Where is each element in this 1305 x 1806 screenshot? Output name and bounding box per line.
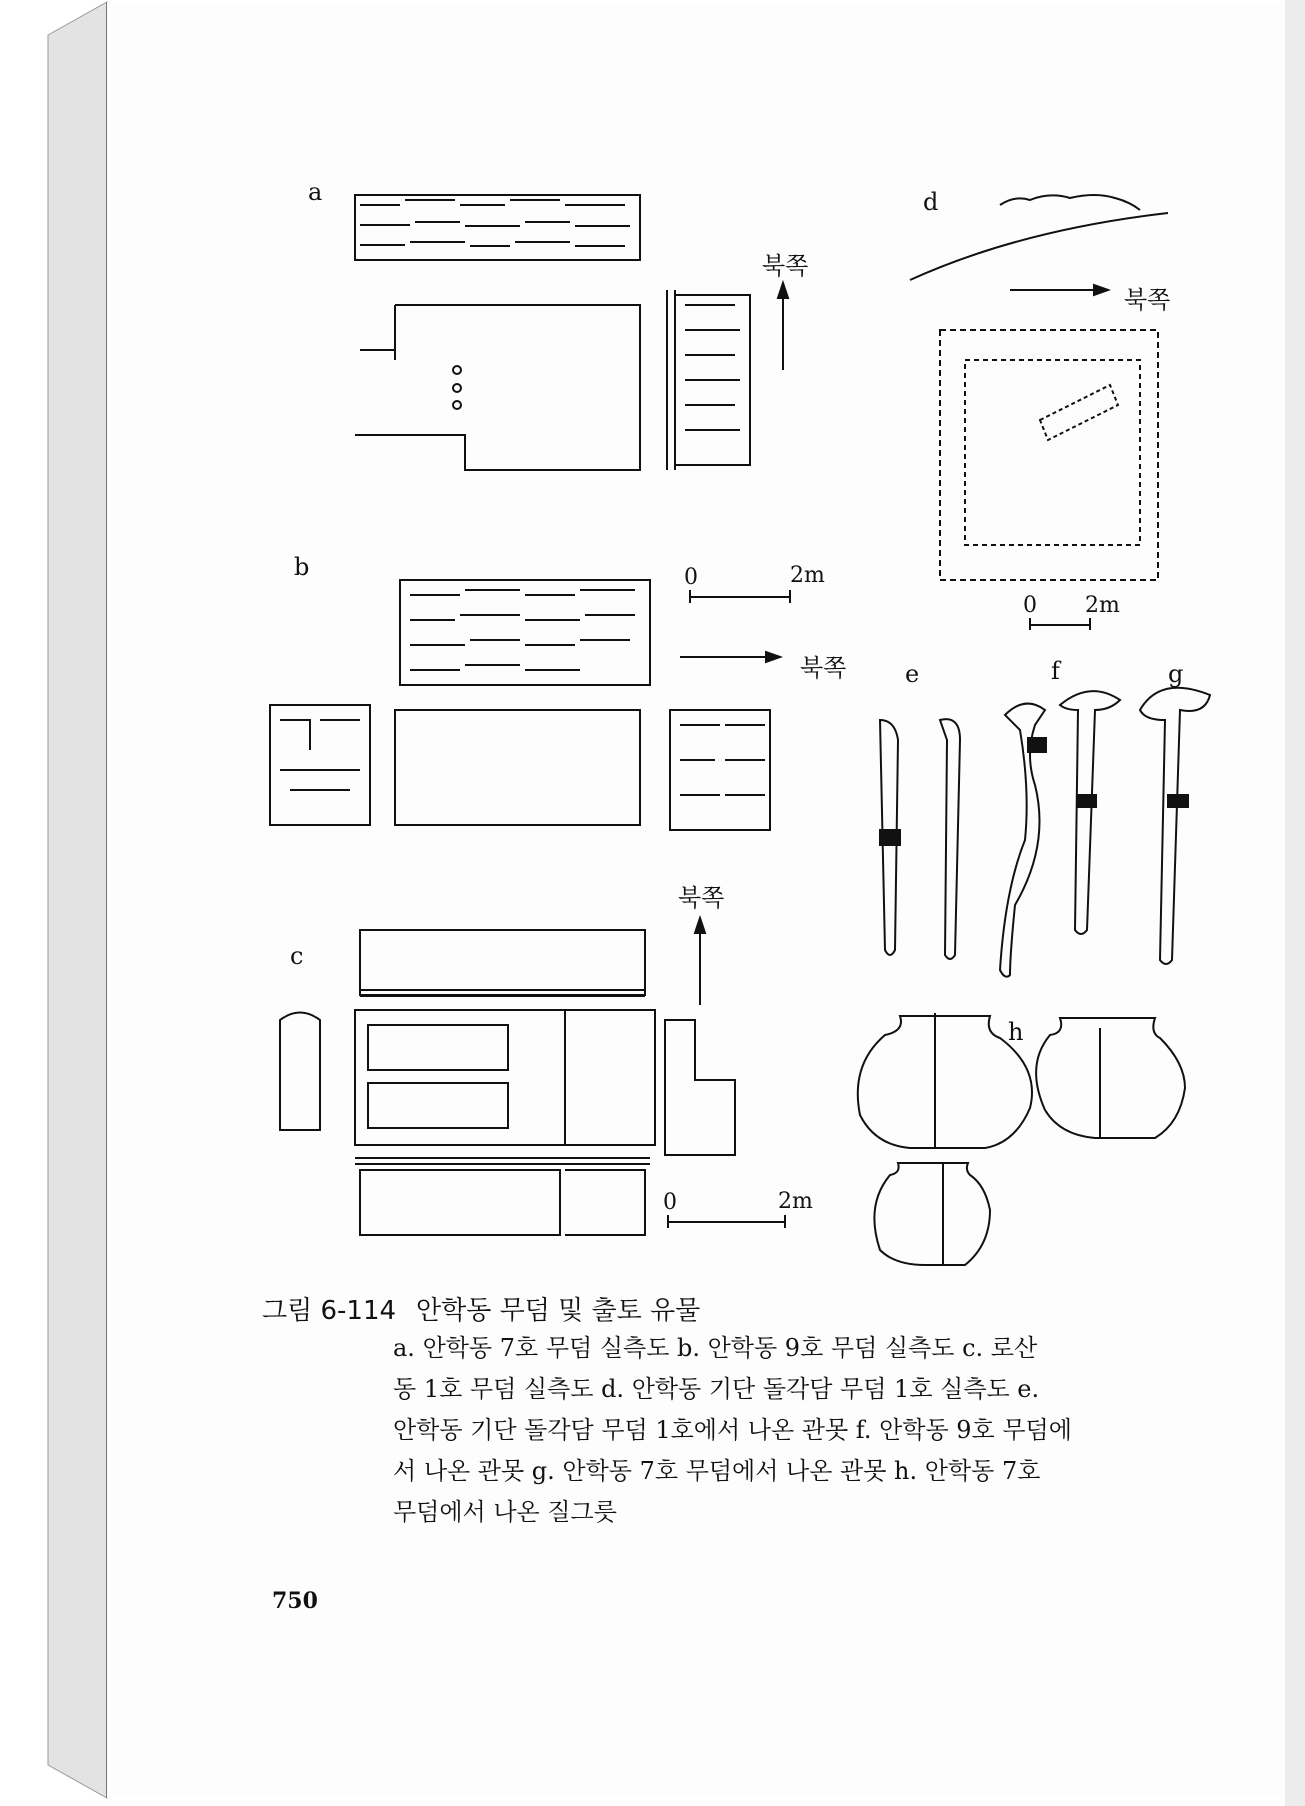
scale-start-d: 0 — [1023, 593, 1037, 618]
scale-end-c: 2m — [778, 1189, 813, 1214]
panel-label-d: d — [923, 188, 939, 216]
caption-line: 동 1호 무덤 실측도 d. 안학동 기단 돌각담 무덤 1호 실측도 e. — [393, 1375, 1040, 1403]
panel-label-g: g — [1168, 660, 1184, 688]
figure-caption-body — [393, 1328, 1143, 1533]
panel-a-drawing — [355, 195, 788, 470]
caption-line: 무덤에서 나온 질그릇 — [393, 1498, 617, 1526]
figure-number: 그림 6-114 — [262, 1296, 397, 1326]
panel-d-drawing — [910, 195, 1171, 630]
panel-label-e: e — [905, 660, 920, 688]
panel-efg-drawing — [880, 688, 1210, 977]
north-label-c: 북쪽 — [678, 884, 725, 912]
panel-c-drawing — [280, 918, 785, 1235]
north-label-b: 북쪽 — [800, 654, 847, 682]
page-number: 750 — [272, 1588, 318, 1614]
panel-b-drawing — [270, 580, 790, 830]
panel-label-c: c — [290, 942, 304, 970]
panel-label-f: f — [1051, 657, 1060, 685]
north-label-d: 북쪽 — [1124, 286, 1171, 314]
scale-end-d: 2m — [1085, 593, 1120, 618]
panel-h-drawing — [858, 1013, 1185, 1265]
caption-line: a. 안학동 7호 무덤 실측도 b. 안학동 9호 무덤 실측도 c. 로산 — [393, 1334, 1038, 1362]
figure-title: 안학동 무덤 및 출토 유물 — [416, 1296, 701, 1326]
north-label-a: 북쪽 — [762, 252, 809, 280]
panel-label-a: a — [308, 178, 323, 206]
scale-start-b: 0 — [684, 565, 698, 590]
caption-line: 안학동 기단 돌각담 무덤 1호에서 나온 관못 f. 안학동 9호 무덤에 — [393, 1416, 1072, 1444]
figure-caption-title — [262, 1290, 700, 1327]
scale-end-b: 2m — [790, 563, 825, 588]
panel-label-b: b — [294, 553, 310, 581]
caption-line: 서 나온 관못 g. 안학동 7호 무덤에서 나온 관못 h. 안학동 7호 — [393, 1457, 1041, 1485]
panel-label-h: h — [1008, 1018, 1024, 1046]
scale-start-c: 0 — [663, 1190, 677, 1215]
